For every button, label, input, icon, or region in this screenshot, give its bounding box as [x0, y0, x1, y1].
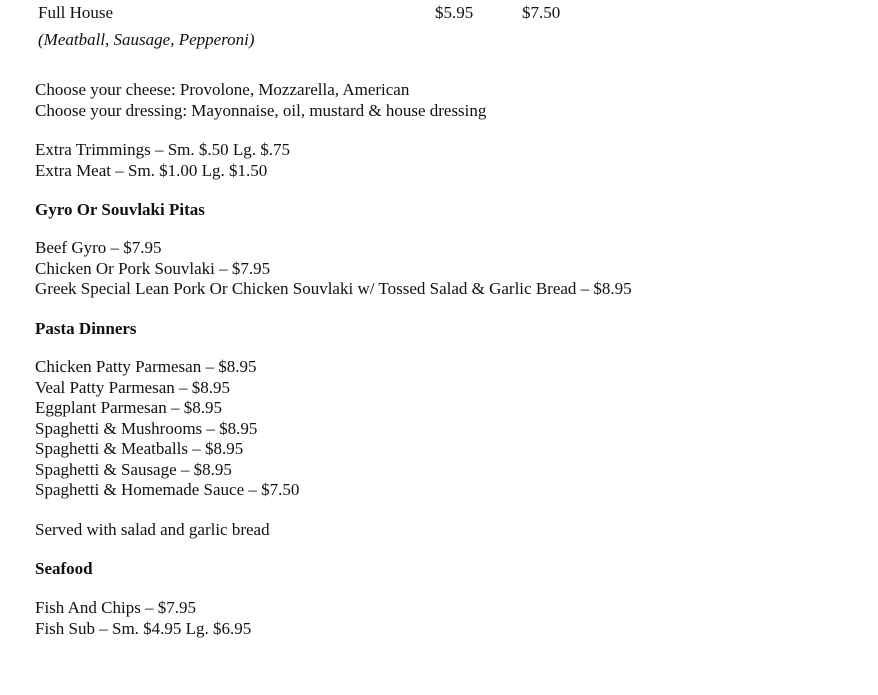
pasta-item: Spaghetti & Sausage – $8.95	[35, 459, 232, 479]
gyro-item: Beef Gyro – $7.95	[35, 238, 162, 257]
extra-meat: Extra Meat – Sm. $1.00 Lg. $1.50	[35, 160, 268, 180]
pasta-item: Spaghetti & Homemade Sauce – $7.50	[35, 480, 300, 499]
pasta-item: Spaghetti & Meatballs – $8.95	[35, 439, 244, 458]
options-section	[35, 80, 486, 121]
seafood-item: Fish And Chips – $7.95	[35, 598, 197, 617]
full-house-price-large: $7.50	[522, 3, 561, 22]
seafood-heading: Seafood	[35, 559, 93, 578]
pasta-item: Veal Patty Parmesan – $8.95	[35, 377, 230, 397]
extras-section	[35, 140, 290, 181]
cheese-option: Choose your cheese: Provolone, Mozzarella, American	[35, 80, 410, 99]
pasta-item: Chicken Patty Parmesan – $8.95	[35, 357, 257, 376]
seafood-item: Fish Sub – Sm. $4.95 Lg. $6.95	[35, 618, 252, 638]
gyro-item: Chicken Or Pork Souvlaki – $7.95	[35, 258, 271, 278]
gyro-item: Greek Special Lean Pork Or Chicken Souvlaki w/ Tossed Salad & Garlic Bread – $8.95	[35, 279, 632, 298]
pasta-heading: Pasta Dinners	[35, 319, 137, 338]
pasta-note: Served with salad and garlic bread	[35, 520, 270, 539]
gyro-heading: Gyro Or Souvlaki Pitas	[35, 200, 205, 219]
full-house-description: (Meatball, Sausage, Pepperoni)	[38, 30, 255, 49]
pasta-item: Spaghetti & Mushrooms – $8.95	[35, 418, 258, 438]
pasta-item: Eggplant Parmesan – $8.95	[35, 398, 222, 417]
extra-trimmings: Extra Trimmings – Sm. $.50 Lg. $.75	[35, 140, 291, 159]
full-house-row	[0, 3, 878, 25]
full-house-price-small: $5.95	[435, 3, 474, 22]
full-house-name: Full House	[38, 3, 114, 22]
gyro-section	[35, 238, 632, 300]
seafood-section	[35, 598, 251, 639]
dressing-option: Choose your dressing: Mayonnaise, oil, mustard & house dressing	[35, 100, 487, 120]
pasta-section	[35, 357, 299, 501]
